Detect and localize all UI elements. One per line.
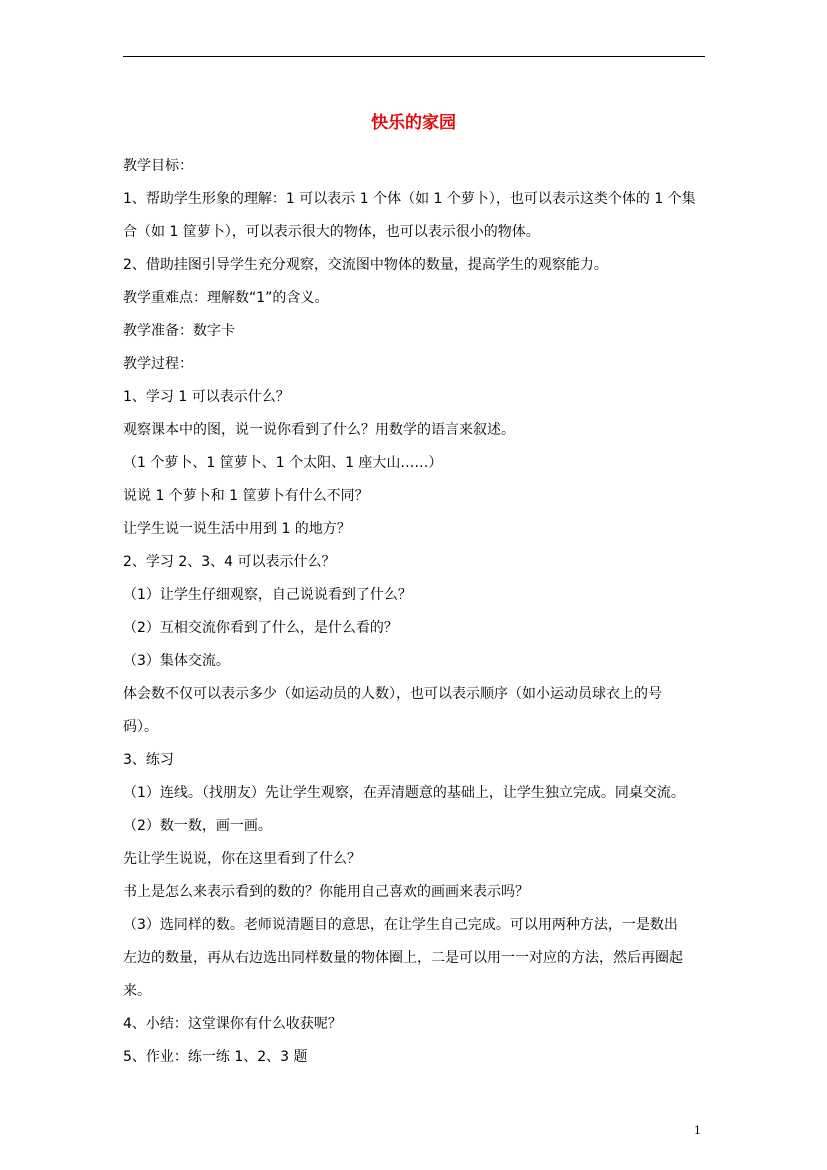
body-line: 码）。 (123, 719, 158, 735)
body-line: （1）连线。（找朋友）先让学生观察，在弄清题意的基础上，让学生独立完成。同桌交流。 (123, 785, 685, 801)
body-line: 2、借助挂图引导学生充分观察，交流图中物体的数量，提高学生的观察能力。 (123, 257, 608, 273)
body-line: （1）让学生仔细观察，自己说说看到了什么？ (123, 587, 412, 603)
document-title: 快乐的家园 (371, 113, 456, 133)
body-line: （3）选同样的数。老师说清题目的意思，在让学生自己完成。可以用两种方法，一是数出 (123, 917, 678, 933)
body-line: 来。 (123, 983, 151, 999)
body-line: 教学重难点：理解数“1”的含义。 (123, 290, 329, 306)
body-line: 教学准备：数字卡 (123, 323, 235, 339)
body-line: 让学生说一说生活中用到 1 的地方？ (123, 521, 351, 537)
body-line: 说说 1 个萝卜和 1 筐萝卜有什么不同？ (123, 488, 369, 504)
body-line: 4、小结：这堂课你有什么收获呢？ (123, 1016, 342, 1032)
page-number: 1 (694, 1124, 701, 1137)
body-line: 观察课本中的图，说一说你看到了什么？用数学的语言来叙述。 (123, 422, 515, 438)
header-rule (123, 56, 705, 57)
body-line: 1、帮助学生形象的理解：1 可以表示 1 个体（如 1 个萝卜），也可以表示这类个体的 1 个集 (123, 191, 696, 207)
document-body (123, 150, 707, 1074)
body-line: 3、练习 (123, 752, 174, 768)
body-line: 合（如 1 筐萝卜），可以表示很大的物体，也可以表示很小的物体。 (123, 224, 540, 240)
body-line: 教学过程： (123, 356, 193, 372)
body-line: （3）集体交流。 (123, 653, 230, 669)
body-line: 书上是怎么来表示看到的数的？你能用自己喜欢的画画来表示吗？ (123, 884, 529, 900)
body-line: 左边的数量，再从右边选出同样数量的物体圈上，二是可以用一一对应的方法，然后再圈起 (123, 950, 683, 966)
body-line: 先让学生说说，你在这里看到了什么？ (123, 851, 361, 867)
body-line: （1 个萝卜、1 筐萝卜、1 个太阳、1 座大山……） (123, 455, 443, 471)
body-line: 体会数不仅可以表示多少（如运动员的人数），也可以表示顺序（如小运动员球衣上的号 (123, 686, 662, 702)
body-line: 教学目标： (123, 158, 193, 174)
body-line: 1、学习 1 可以表示什么？ (123, 389, 290, 405)
body-line: （2）互相交流你看到了什么，是什么看的？ (123, 620, 398, 636)
body-line: 5、作业：练一练 1、2、3 题 (123, 1049, 308, 1065)
body-line: 2、学习 2、3、4 可以表示什么？ (123, 554, 336, 570)
body-line: （2）数一数，画一画。 (123, 818, 272, 834)
